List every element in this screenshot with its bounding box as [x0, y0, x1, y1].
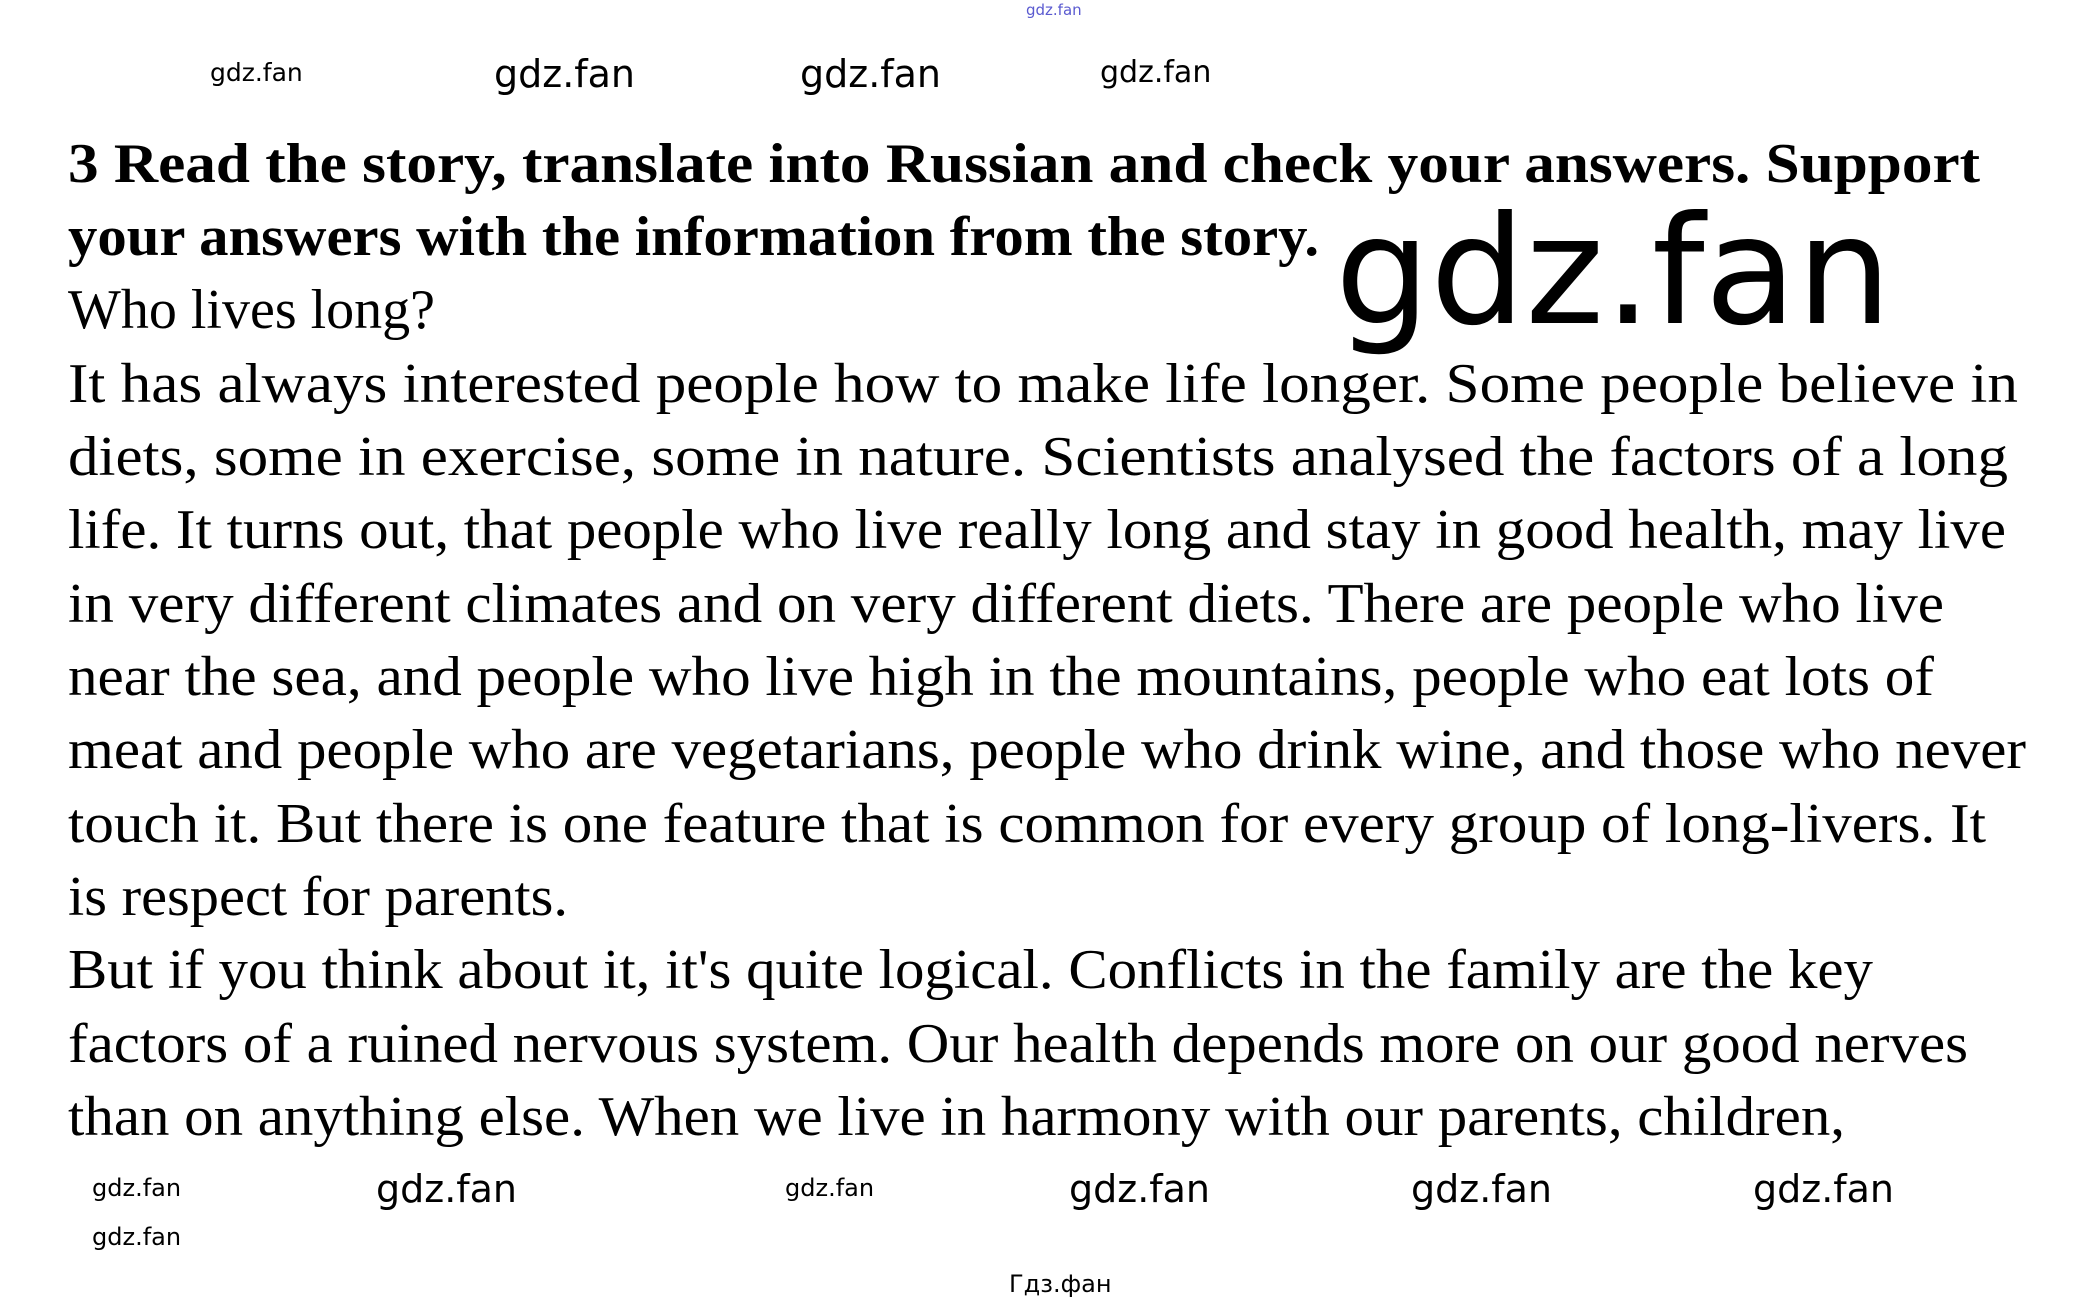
- text-line: in very different climates and on very different diets. There are people who live: [68, 573, 1944, 635]
- text-line: diets, some in exercise, some in nature. Scientists analysed the factors of a long: [68, 426, 2009, 488]
- footer-watermark: Гдз.фан: [1009, 1270, 1112, 1298]
- text-line: factors of a ruined nervous system. Our health depends more on our good nerves: [68, 1013, 1968, 1075]
- heading-line-1: 3 Read the story, translate into Russian and check your answers. Support: [68, 133, 1980, 195]
- small-watermark: gdz.fan: [92, 1223, 182, 1251]
- small-watermark: gdz.fan: [800, 52, 942, 96]
- small-watermark: gdz.fan: [376, 1167, 518, 1211]
- text-line: It has always interested people how to make life longer. Some people believe in: [68, 353, 2018, 415]
- small-watermark: gdz.fan: [1069, 1167, 1211, 1211]
- small-watermark: gdz.fan: [210, 58, 303, 87]
- story-title: Who lives long?: [68, 279, 436, 341]
- text-line: near the sea, and people who live high in the mountains, people who eat lots of: [68, 646, 1934, 708]
- text-line: is respect for parents.: [68, 866, 568, 928]
- text-line: life. It turns out, that people who live really long and stay in good health, may live: [68, 499, 2006, 561]
- small-watermark: gdz.fan: [785, 1174, 875, 1202]
- small-watermark: gdz.fan: [1753, 1167, 1895, 1211]
- small-watermark: gdz.fan: [1411, 1167, 1553, 1211]
- top-watermark: gdz.fan: [1026, 1, 1082, 19]
- small-watermark: gdz.fan: [1100, 55, 1212, 90]
- text-line: But if you think about it, it's quite logical. Conflicts in the family are the key: [68, 939, 1873, 1001]
- small-watermark: gdz.fan: [494, 52, 636, 96]
- heading-line-2: your answers with the information from the story.: [68, 206, 1319, 268]
- text-line: meat and people who are vegetarians, people who drink wine, and those who never: [68, 719, 2026, 781]
- small-watermark: gdz.fan: [92, 1174, 182, 1202]
- text-line: than on anything else. When we live in harmony with our parents, children,: [68, 1086, 1845, 1148]
- text-line: touch it. But there is one feature that is common for every group of long-livers. It: [68, 793, 1987, 855]
- large-watermark: gdz.fan: [1335, 185, 1892, 359]
